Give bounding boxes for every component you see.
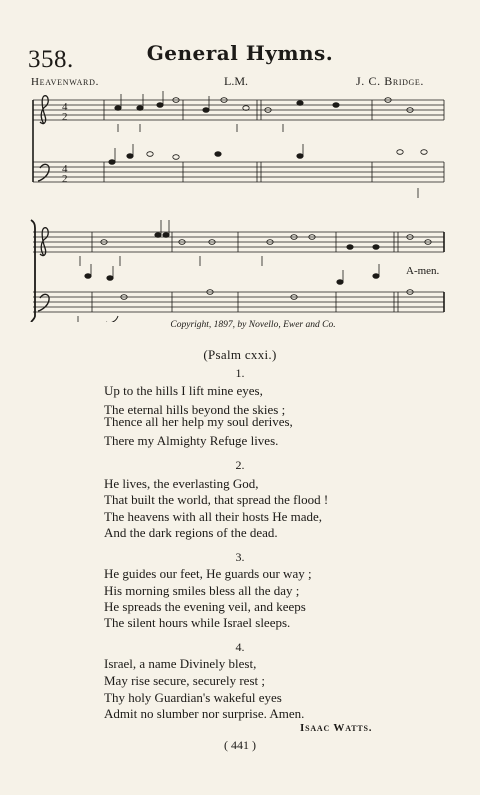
verse-number: 4. bbox=[235, 640, 245, 654]
hymn-number: 358. bbox=[28, 46, 74, 73]
verse-number: 3. bbox=[235, 550, 245, 564]
author: Isaac Watts. bbox=[300, 722, 373, 734]
verse-line: May rise secure, securely rest ; bbox=[104, 673, 265, 688]
meter: L.M. bbox=[224, 74, 248, 88]
verse-line: Israel, a name Divinely blest, bbox=[104, 656, 257, 671]
svg-text:4: 4 bbox=[62, 163, 68, 175]
svg-text:2: 2 bbox=[62, 173, 68, 185]
copyright-notice: Copyright, 1897, by Novello, Ewer and Co. bbox=[170, 320, 336, 330]
verse-line: And the dark regions of the dead. bbox=[104, 525, 278, 540]
verse-line: He spreads the evening veil, and keeps bbox=[104, 599, 306, 614]
verse-line: The heavens with all their hosts He made, bbox=[104, 509, 323, 524]
composer: J. C. Bridge. bbox=[356, 74, 424, 88]
tune-name: Heavenward. bbox=[31, 76, 100, 88]
verse-line: Thy holy Guardian's wakeful eyes bbox=[104, 690, 282, 705]
verse-line: Thence all her help my soul derives, bbox=[104, 414, 293, 429]
verse-line: The eternal hills beyond the skies ; bbox=[104, 402, 286, 417]
verse-line: That built the world, that spread the flood ! bbox=[104, 492, 329, 507]
page-number: ( 441 ) bbox=[224, 738, 256, 752]
running-title: General Hymns. bbox=[146, 41, 334, 65]
verse-line: He lives, the everlasting God, bbox=[104, 476, 259, 491]
verse-number: 1. bbox=[235, 366, 245, 380]
verse-line: Up to the hills I lift mine eyes, bbox=[104, 383, 263, 398]
amen-label: A-men. bbox=[406, 265, 440, 277]
psalm-heading: (Psalm cxxi.) bbox=[203, 347, 277, 362]
svg-text:2: 2 bbox=[62, 111, 68, 123]
verse-line: His morning smiles bless all the day ; bbox=[104, 583, 300, 598]
music-system-1 bbox=[0, 88, 480, 200]
verse-line: The silent hours while Israel sleeps. bbox=[104, 615, 291, 630]
svg-text:4: 4 bbox=[62, 101, 68, 113]
verse-line: There my Almighty Refuge lives. bbox=[104, 433, 279, 448]
verse-number: 2. bbox=[235, 458, 245, 472]
verse-line: He guides our feet, He guards our way ; bbox=[104, 566, 312, 581]
verse-line: Admit no slumber nor surprise. Amen. bbox=[104, 706, 305, 721]
